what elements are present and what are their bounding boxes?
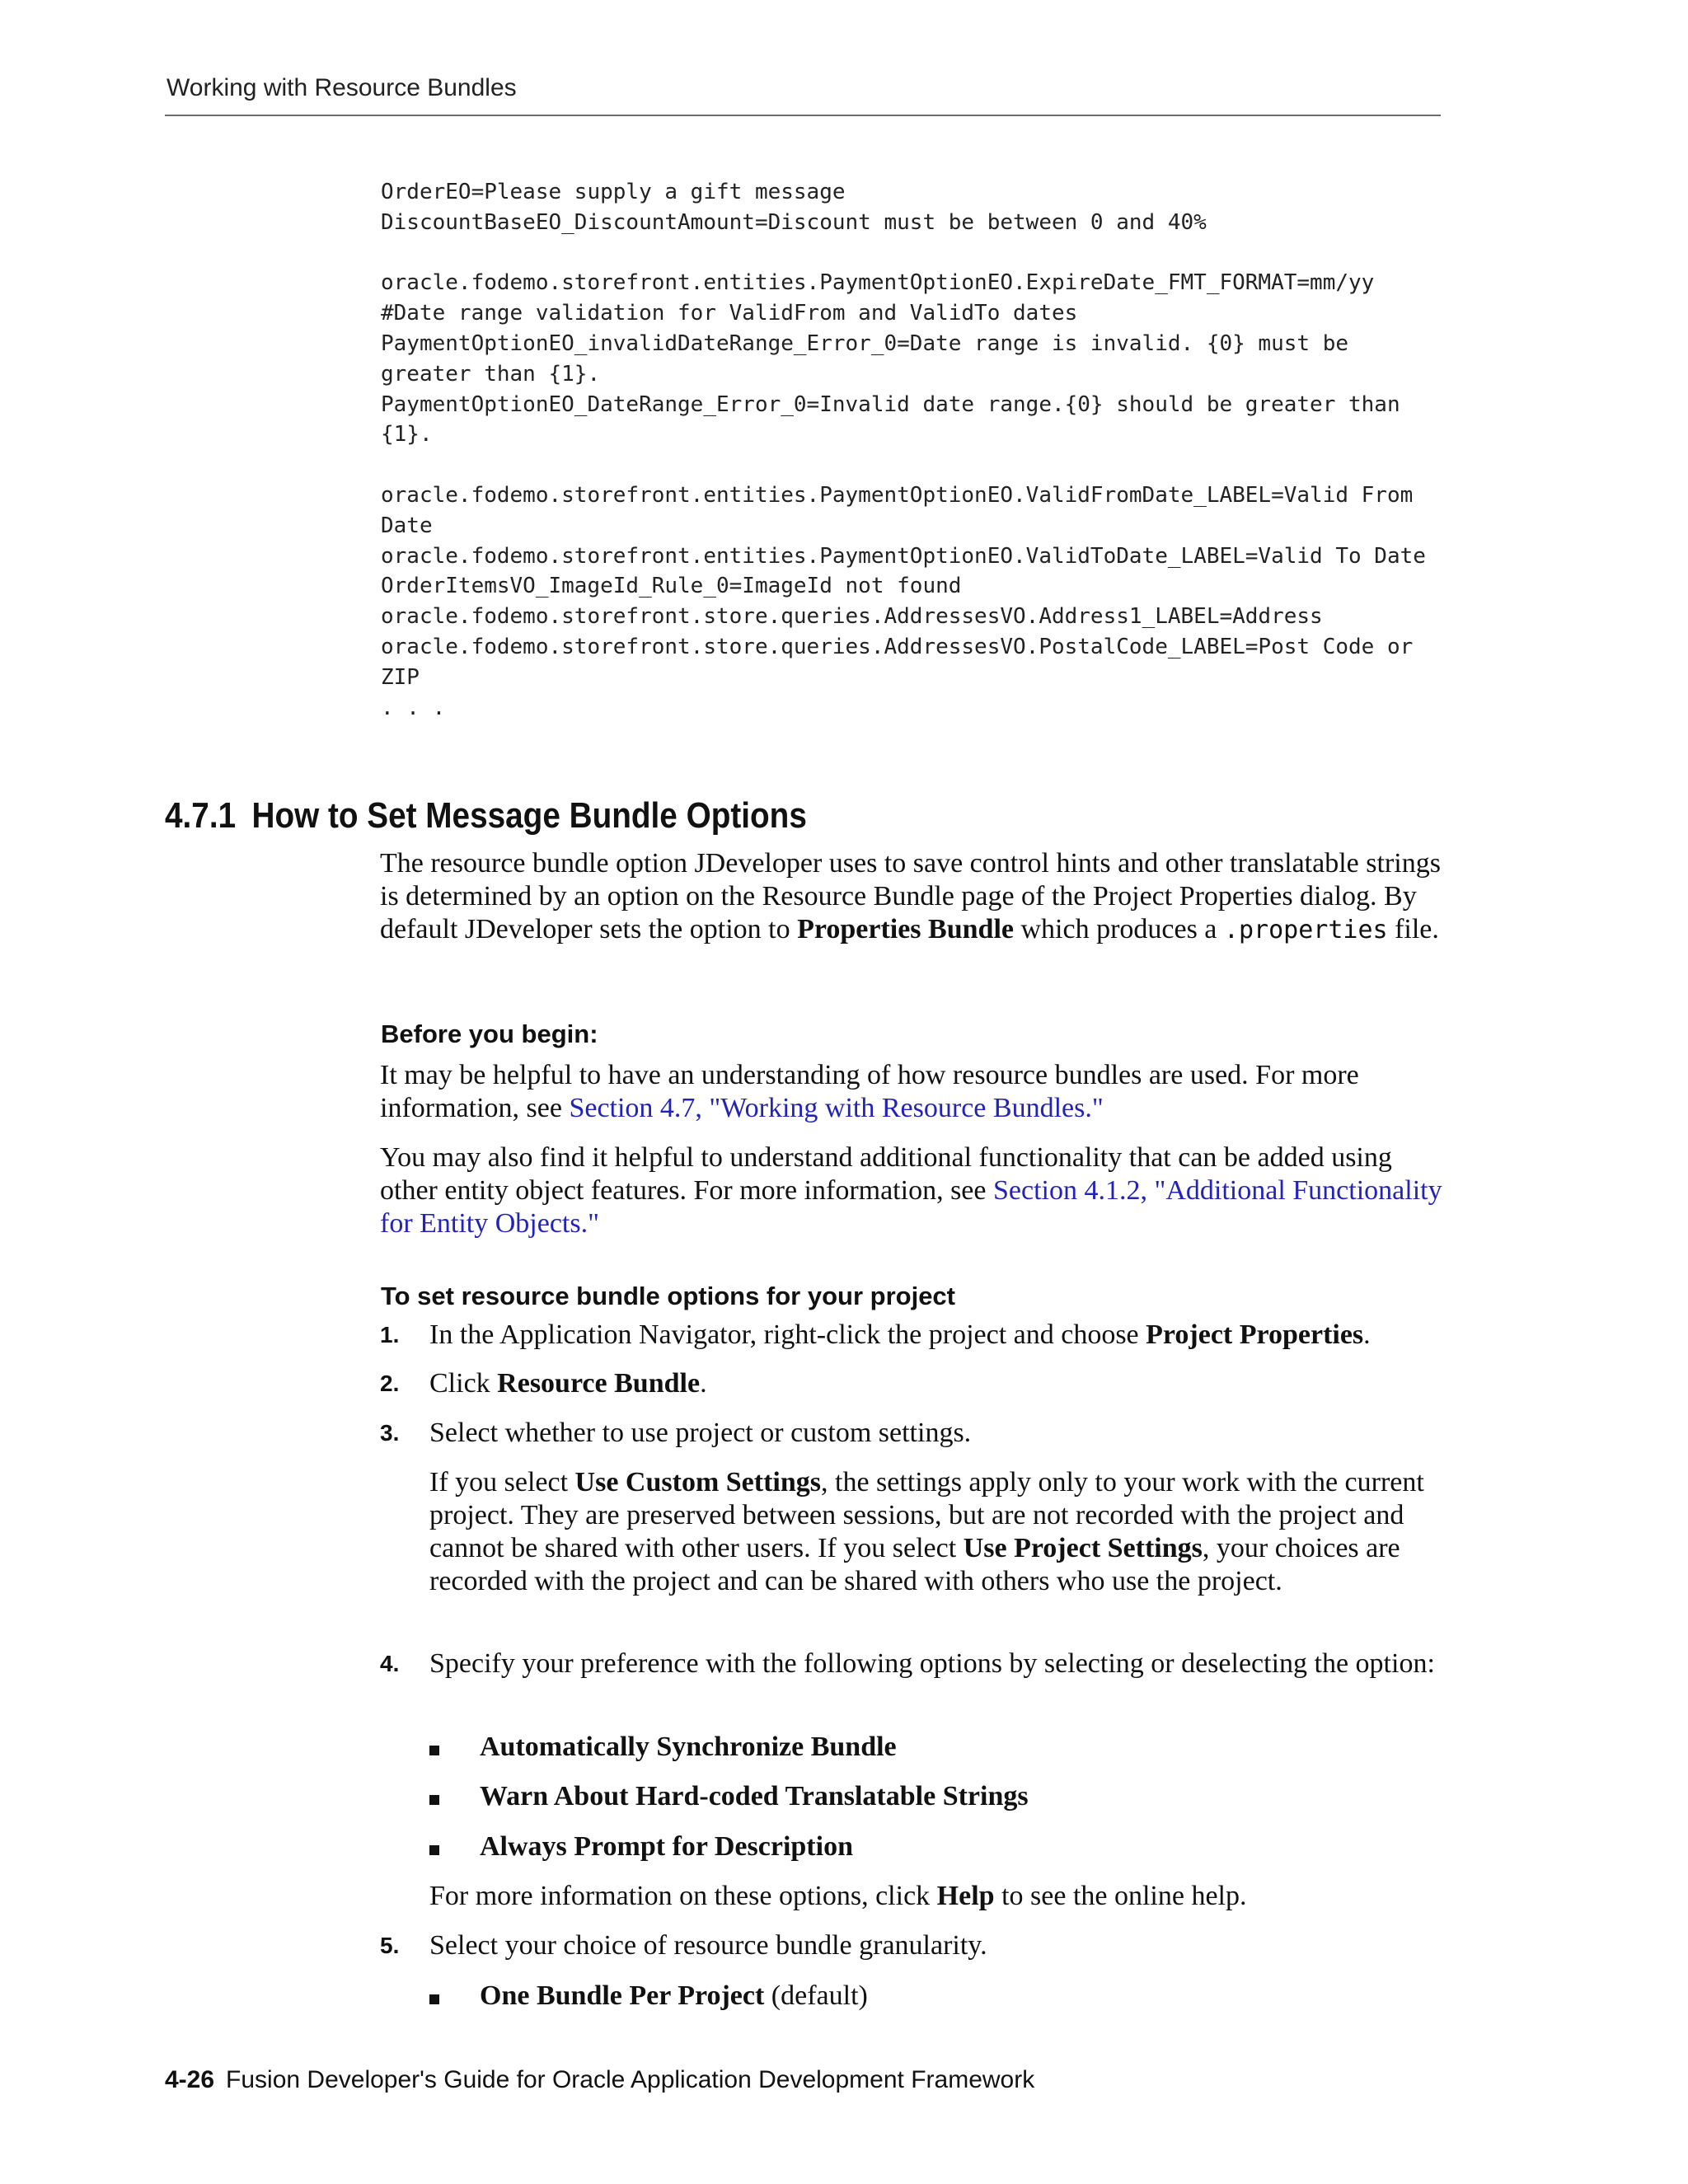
step-number: 1. (380, 1322, 400, 1347)
option-item (480, 1980, 868, 2013)
section-4-7-link[interactable]: Section 4.7, "Working with Resource Bundles." (569, 1093, 1104, 1123)
code-line: . . . (381, 695, 446, 720)
intro-text: file. (1387, 914, 1439, 944)
step-number: 3. (380, 1420, 400, 1446)
bullet-marker (429, 1746, 439, 1755)
before-begin-paragraph-2 (380, 1141, 1451, 1240)
paragraph-text: It may be helpful to have an understanding of how resource bundles are used. For more information, see (380, 1060, 1359, 1123)
paragraph-text: You may also find it helpful to understand additional functionality that can be added using other entity object features. For more information, see (380, 1142, 1392, 1206)
option-note: (default) (764, 1980, 868, 2011)
bullet-marker (429, 1845, 439, 1855)
intro-bold: Properties Bundle (797, 914, 1014, 944)
step-bold: Use Custom Settings (574, 1467, 821, 1497)
step-1-text (429, 1319, 1451, 1352)
step-3-text: Select whether to use project or custom settings. (429, 1418, 972, 1448)
step-3-detail (429, 1466, 1451, 1598)
step-4-text: Specify your preference with the following options by selecting or deselecting the option: (429, 1648, 1435, 1679)
step-text: In the Application Navigator, right-click the project and choose (429, 1319, 1146, 1350)
before-begin-heading: Before you begin: (381, 1019, 598, 1048)
step-bold: Project Properties (1146, 1319, 1364, 1350)
step-number: 2. (380, 1371, 400, 1396)
code-line: {1}. (381, 422, 433, 448)
page-footer (165, 2066, 1034, 2094)
section-heading (165, 795, 807, 837)
step-5-text: Select your choice of resource bundle granularity. (429, 1930, 987, 1961)
step-text: If you select (429, 1467, 575, 1497)
step-text: . (1363, 1319, 1371, 1350)
code-line: Date (381, 513, 433, 538)
step-bold: Use Project Settings (963, 1533, 1203, 1563)
option-item (480, 1780, 1029, 1813)
step-text: , your choices are recorded with the project and can be shared with others who use the project. (429, 1533, 1400, 1596)
code-line: DiscountBaseEO_DiscountAmount=Discount must be between 0 and 40% (381, 209, 1207, 235)
before-begin-paragraph-1 (380, 1059, 1451, 1125)
code-line: oracle.fodemo.storefront.entities.PaymentOptionEO.ValidFromDate_LABEL=Valid From (381, 482, 1414, 508)
step-text: , the settings apply only to your work with the current project. They are preserved between sessions, but are not recorded with the project and cannot be shared with other users. If you select (429, 1467, 1424, 1563)
section-number: 4.7.1 (165, 795, 237, 836)
step-text: For more information on these options, click (429, 1881, 937, 1911)
step-number: 5. (380, 1933, 400, 1958)
bullet-marker (429, 1994, 439, 2004)
code-block (381, 177, 1452, 723)
code-line: PaymentOptionEO_DateRange_Error_0=Invalid date range.{0} should be greater than (381, 391, 1400, 417)
code-line: PaymentOptionEO_invalidDateRange_Error_0=Date range is invalid. {0} must be (381, 330, 1348, 356)
page-number: 4-26 (165, 2066, 215, 2093)
running-header: Working with Resource Bundles (166, 74, 517, 101)
code-line: OrderItemsVO_ImageId_Rule_0=ImageId not found (381, 574, 962, 599)
intro-text: The resource bundle option JDeveloper uses to save control hints and other translatable strings is determined by an option on the Resource Bundle page of the Project Properties dialog. By default JDeveloper sets the option to (380, 848, 1441, 944)
step-4-help (429, 1880, 1451, 1913)
section-title: How to Set Message Bundle Options (251, 795, 807, 836)
header-rule (165, 115, 1441, 116)
option-label: Always Prompt for Description (480, 1831, 853, 1862)
step-text: Click (429, 1368, 498, 1399)
inline-code: .properties (1223, 916, 1388, 944)
book-title: Fusion Developer's Guide for Oracle Application Development Framework (226, 2066, 1035, 2093)
procedure-heading: To set resource bundle options for your project (381, 1282, 956, 1310)
section-4-1-2-link[interactable]: Section 4.1.2, "Additional Functionality for Entity Objects." (380, 1175, 1442, 1239)
step-bold: Help (936, 1881, 995, 1911)
intro-text: which produces a (1013, 914, 1224, 944)
option-item (480, 1731, 897, 1764)
step-text: . (700, 1368, 707, 1399)
code-line: oracle.fodemo.storefront.store.queries.AddressesVO.Address1_LABEL=Address (381, 604, 1323, 630)
step-2-text (429, 1367, 1451, 1400)
code-line: oracle.fodemo.storefront.store.queries.AddressesVO.PostalCode_LABEL=Post Code or (381, 634, 1414, 659)
option-label: One Bundle Per Project (480, 1980, 765, 2011)
code-line: OrderEO=Please supply a gift message (381, 180, 846, 204)
step-bold: Resource Bundle (497, 1368, 701, 1399)
code-line: #Date range validation for ValidFrom and ValidTo dates (381, 301, 1078, 326)
code-line: greater than {1}. (381, 361, 601, 387)
code-line: oracle.fodemo.storefront.entities.PaymentOptionEO.ExpireDate_FMT_FORMAT=mm/yy (381, 270, 1375, 296)
step-number: 4. (380, 1651, 400, 1676)
code-line: oracle.fodemo.storefront.entities.PaymentOptionEO.ValidToDate_LABEL=Valid To Date (381, 543, 1426, 569)
intro-paragraph (380, 847, 1451, 947)
step-text: to see the online help. (994, 1881, 1247, 1911)
option-label: Warn About Hard-coded Translatable Strings (480, 1781, 1029, 1811)
code-line: ZIP (381, 664, 420, 690)
option-item (480, 1830, 853, 1863)
bullet-marker (429, 1795, 439, 1805)
option-label: Automatically Synchronize Bundle (480, 1732, 897, 1762)
